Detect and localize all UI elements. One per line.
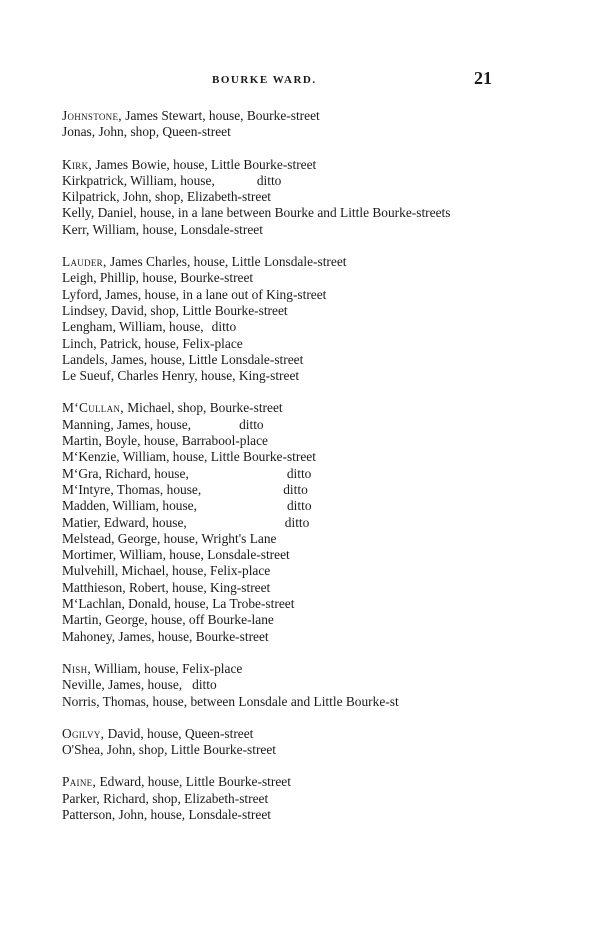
entry-text: Lengham, William, house, <box>62 319 204 335</box>
entry-text: Kirkpatrick, William, house, <box>62 172 215 188</box>
entry-group-k <box>62 157 492 238</box>
entry-text: Leigh, Phillip, house, Bourke-street <box>62 270 254 286</box>
directory-entries <box>62 108 492 839</box>
directory-entry <box>62 157 492 173</box>
directory-entry <box>62 547 492 563</box>
directory-entry <box>62 629 492 645</box>
entry-text: Mortimer, William, house, Lonsdale-street <box>62 547 290 563</box>
directory-entry <box>62 466 492 482</box>
entry-text: Lindsey, David, shop, Little Bourke-street <box>62 302 288 318</box>
directory-entry <box>62 791 492 807</box>
entry-text: James Stewart, house, Bourke-street <box>121 108 320 123</box>
entry-ditto: ditto <box>211 319 237 335</box>
entry-text: Edward, house, Little Bourke-street <box>96 774 291 790</box>
directory-entry <box>62 287 492 303</box>
directory-entry <box>62 254 492 270</box>
directory-entry <box>62 124 492 140</box>
entry-group-l <box>62 254 492 384</box>
page-header <box>62 68 492 98</box>
directory-entry <box>62 417 492 433</box>
entry-text: Patterson, John, house, Lonsdale-street <box>62 806 271 822</box>
entry-surname: Ogilvy, <box>62 725 105 741</box>
entry-ditto: ditto <box>192 677 217 693</box>
entry-group-m <box>62 400 492 644</box>
entry-ditto: ditto <box>239 416 264 432</box>
directory-entry <box>62 270 492 286</box>
entry-text: Martin, Boyle, house, Barrabool-place <box>62 433 269 449</box>
directory-entry <box>62 222 492 238</box>
entry-text: M‘Lachlan, Donald, house, La Trobe-street <box>62 596 295 612</box>
entry-text: Norris, Thomas, house, between Lonsdale and Little Bourke-st <box>62 693 399 709</box>
running-head: BOURKE WARD. <box>212 74 317 86</box>
directory-entry <box>62 531 492 547</box>
entry-text: William, house, Felix-place <box>91 660 243 676</box>
entry-text: Melstead, George, house, Wright's Lane <box>62 530 277 546</box>
directory-entry <box>62 303 492 319</box>
entry-surname: Johnstone, <box>62 108 122 123</box>
directory-entry <box>62 368 492 384</box>
entry-text: David, house, Queen-street <box>104 725 254 741</box>
directory-entry <box>62 612 492 628</box>
directory-entry <box>62 726 492 742</box>
directory-entry <box>62 694 492 710</box>
directory-entry <box>62 449 492 465</box>
entry-text: Kilpatrick, John, shop, Elizabeth-street <box>62 189 271 205</box>
entry-text: Le Sueuf, Charles Henry, house, King-street <box>62 368 300 384</box>
directory-entry <box>62 563 492 579</box>
entry-surname: Kirk, <box>62 156 93 172</box>
entry-text: Madden, William, house, <box>62 498 197 514</box>
entry-text: Manning, James, house, <box>62 416 192 432</box>
directory-entry <box>62 433 492 449</box>
entry-ditto: ditto <box>286 498 312 514</box>
directory-entry <box>62 108 492 124</box>
entry-ditto: ditto <box>283 481 308 497</box>
directory-entry <box>62 580 492 596</box>
directory-entry <box>62 677 492 693</box>
entry-text: Parker, Richard, shop, Elizabeth-street <box>62 790 269 806</box>
entry-text: Landels, James, house, Little Lonsdale-street <box>62 351 304 367</box>
entry-text: Kerr, William, house, Lonsdale-street <box>62 221 263 237</box>
entry-text: Neville, James, house, <box>62 677 183 693</box>
directory-entry <box>62 807 492 823</box>
directory-entry <box>62 205 492 221</box>
entry-text: M‘Intyre, Thomas, house, <box>62 481 202 497</box>
directory-entry <box>62 482 492 498</box>
entry-surname: Nish, <box>62 660 92 676</box>
entry-text: Mahoney, James, house, Bourke-street <box>62 628 269 644</box>
entry-text: Mulvehill, Michael, house, Felix-place <box>62 563 271 579</box>
entry-text: James Bowie, house, Little Bourke-street <box>92 156 317 172</box>
directory-entry <box>62 774 492 790</box>
entry-text: Matier, Edward, house, <box>62 514 187 530</box>
entry-text: Michael, shop, Bourke-street <box>123 400 283 416</box>
entry-group-j <box>62 108 492 141</box>
entry-text: M‘Gra, Richard, house, <box>62 465 189 481</box>
entry-text: Lyford, James, house, in a lane out of King-street <box>62 286 327 302</box>
directory-entry <box>62 189 492 205</box>
entry-group-p <box>62 774 492 823</box>
directory-entry <box>62 352 492 368</box>
entry-text: Kelly, Daniel, house, in a lane between Bourke and Little Bourke-streets <box>62 205 451 221</box>
entry-text: O'Shea, John, shop, Little Bourke-street <box>62 742 277 758</box>
directory-entry <box>62 336 492 352</box>
entry-ditto: ditto <box>256 172 282 188</box>
entry-text: Martin, George, house, off Bourke-lane <box>62 612 274 628</box>
entry-ditto: ditto <box>284 514 310 530</box>
directory-entry <box>62 173 492 189</box>
entry-group-n <box>62 661 492 710</box>
directory-entry <box>62 661 492 677</box>
entry-group-o <box>62 726 492 759</box>
entry-surname: Paine, <box>62 774 97 790</box>
entry-text: James Charles, house, Little Lonsdale-street <box>106 254 347 270</box>
page-number: 21 <box>474 68 492 88</box>
directory-entry <box>62 596 492 612</box>
directory-entry <box>62 515 492 531</box>
directory-entry <box>62 498 492 514</box>
directory-entry <box>62 319 492 335</box>
entry-text: M‘Kenzie, William, house, Little Bourke-street <box>62 449 316 465</box>
entry-ditto: ditto <box>286 465 312 481</box>
directory-entry <box>62 400 492 416</box>
entry-text: Matthieson, Robert, house, King-street <box>62 579 271 595</box>
entry-surname: Lauder, <box>62 254 107 270</box>
entry-surname: M‘Cullan, <box>62 400 124 416</box>
entry-text: Jonas, John, shop, Queen-street <box>62 124 231 140</box>
entry-text: Linch, Patrick, house, Felix-place <box>62 335 243 351</box>
directory-entry <box>62 742 492 758</box>
